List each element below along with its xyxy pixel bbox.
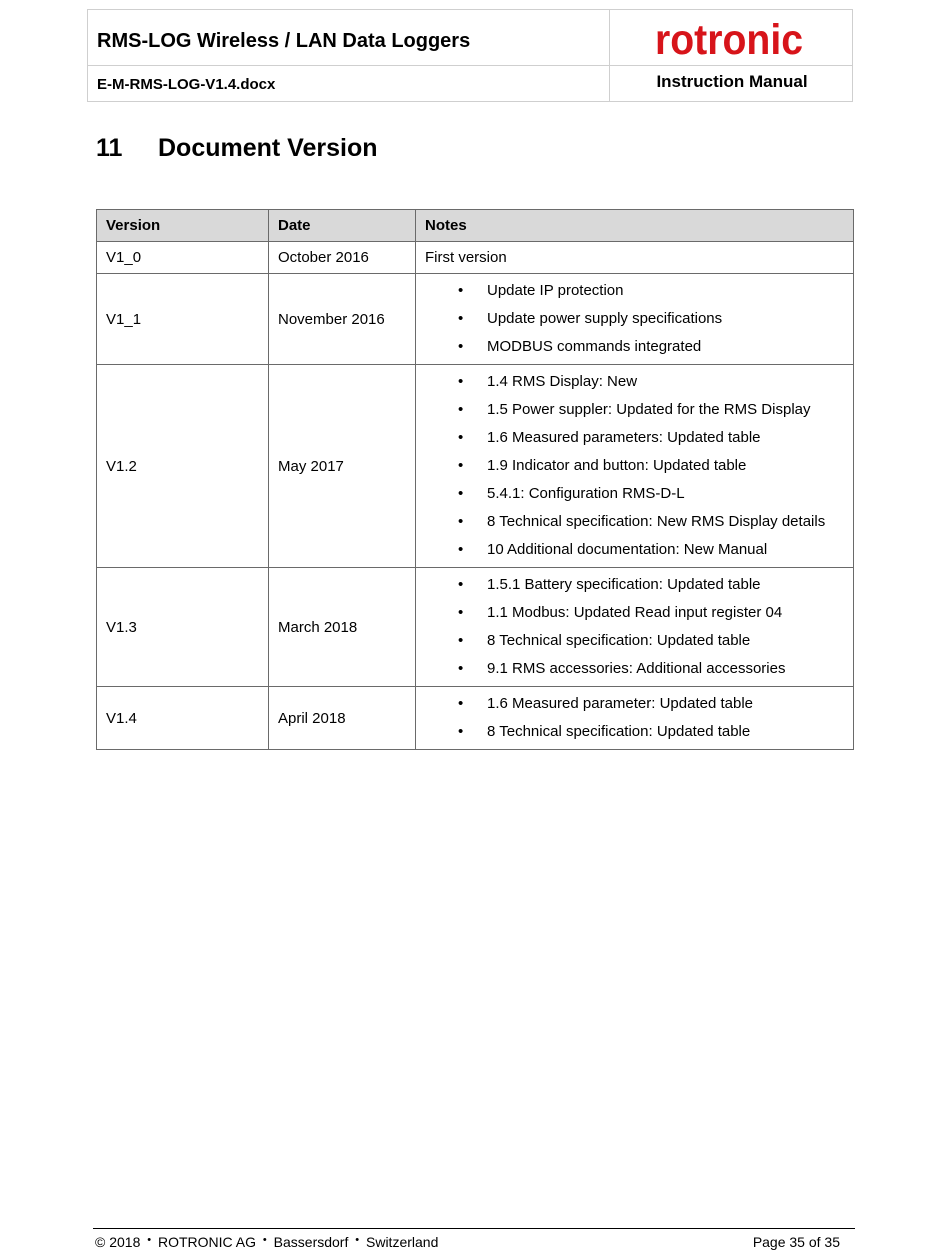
column-header-version: Version xyxy=(97,210,269,242)
date-cell: April 2018 xyxy=(269,687,416,750)
version-cell: V1.4 xyxy=(97,687,269,750)
rotronic-logo xyxy=(655,17,805,61)
notes-list xyxy=(425,368,844,564)
footer-page-number: Page 35 of 35 xyxy=(752,1234,840,1250)
notes-list xyxy=(425,277,844,361)
table-row xyxy=(97,274,854,365)
date-cell: November 2016 xyxy=(269,274,416,365)
page-header xyxy=(87,9,853,102)
note-item: • 1.9 Indicator and button: Updated table xyxy=(425,452,844,480)
version-table xyxy=(96,209,854,750)
notes-cell: First version xyxy=(416,242,854,274)
header-divider-horizontal xyxy=(88,65,852,66)
notes-cell xyxy=(416,687,854,750)
header-title: RMS-LOG Wireless / LAN Data Loggers xyxy=(97,30,471,52)
column-header-date: Date xyxy=(269,210,416,242)
footer-country: Switzerland xyxy=(366,1234,439,1250)
header-doc-type: Instruction Manual xyxy=(656,72,808,91)
header-filename: E-M-RMS-LOG-V1.4.docx xyxy=(97,76,276,93)
footer-separator: • xyxy=(262,1234,267,1246)
footer-rule xyxy=(93,1228,855,1229)
footer-separator: • xyxy=(355,1234,360,1246)
notes-list xyxy=(425,690,844,746)
notes-cell xyxy=(416,274,854,365)
table-row xyxy=(97,242,854,274)
section-heading xyxy=(96,134,378,163)
note-item: • 1.6 Measured parameters: Updated table xyxy=(425,424,844,452)
logo-text: rotronic xyxy=(655,17,803,61)
footer-copyright: © 2018 xyxy=(95,1234,141,1250)
note-item: • 1.5 Power suppler: Updated for the RMS Display xyxy=(425,396,844,424)
note-item: • 10 Additional documentation: New Manual xyxy=(425,536,844,564)
column-header-notes: Notes xyxy=(416,210,854,242)
table-row xyxy=(97,687,854,750)
note-item: • MODBUS commands integrated xyxy=(425,333,844,361)
footer-separator: • xyxy=(147,1234,152,1246)
note-item: • 9.1 RMS accessories: Additional accessories xyxy=(425,655,844,683)
footer-city: Bassersdorf xyxy=(273,1234,349,1250)
footer-company-info xyxy=(95,1234,438,1250)
notes-list xyxy=(425,571,844,683)
footer-company: ROTRONIC AG xyxy=(158,1234,257,1250)
note-item: • 1.1 Modbus: Updated Read input register 04 xyxy=(425,599,844,627)
note-item: • 5.4.1: Configuration RMS-D-L xyxy=(425,480,844,508)
note-item: • 1.6 Measured parameter: Updated table xyxy=(425,690,844,718)
note-item: • 8 Technical specification: Updated table xyxy=(425,627,844,655)
version-cell: V1.2 xyxy=(97,365,269,568)
table-header-row xyxy=(97,210,854,242)
note-item: • Update power supply specifications xyxy=(425,305,844,333)
table-row xyxy=(97,365,854,568)
note-item: • 8 Technical specification: New RMS Display details xyxy=(425,508,844,536)
date-cell: May 2017 xyxy=(269,365,416,568)
version-cell: V1_1 xyxy=(97,274,269,365)
section-number: 11 xyxy=(96,134,123,162)
notes-cell xyxy=(416,568,854,687)
date-cell: March 2018 xyxy=(269,568,416,687)
notes-cell xyxy=(416,365,854,568)
version-cell: V1.3 xyxy=(97,568,269,687)
section-title: Document Version xyxy=(158,134,378,162)
note-item: • 1.5.1 Battery specification: Updated table xyxy=(425,571,844,599)
note-item: • 1.4 RMS Display: New xyxy=(425,368,844,396)
version-cell: V1_0 xyxy=(97,242,269,274)
table-row xyxy=(97,568,854,687)
note-item: • Update IP protection xyxy=(425,277,844,305)
date-cell: October 2016 xyxy=(269,242,416,274)
note-item: • 8 Technical specification: Updated table xyxy=(425,718,844,746)
